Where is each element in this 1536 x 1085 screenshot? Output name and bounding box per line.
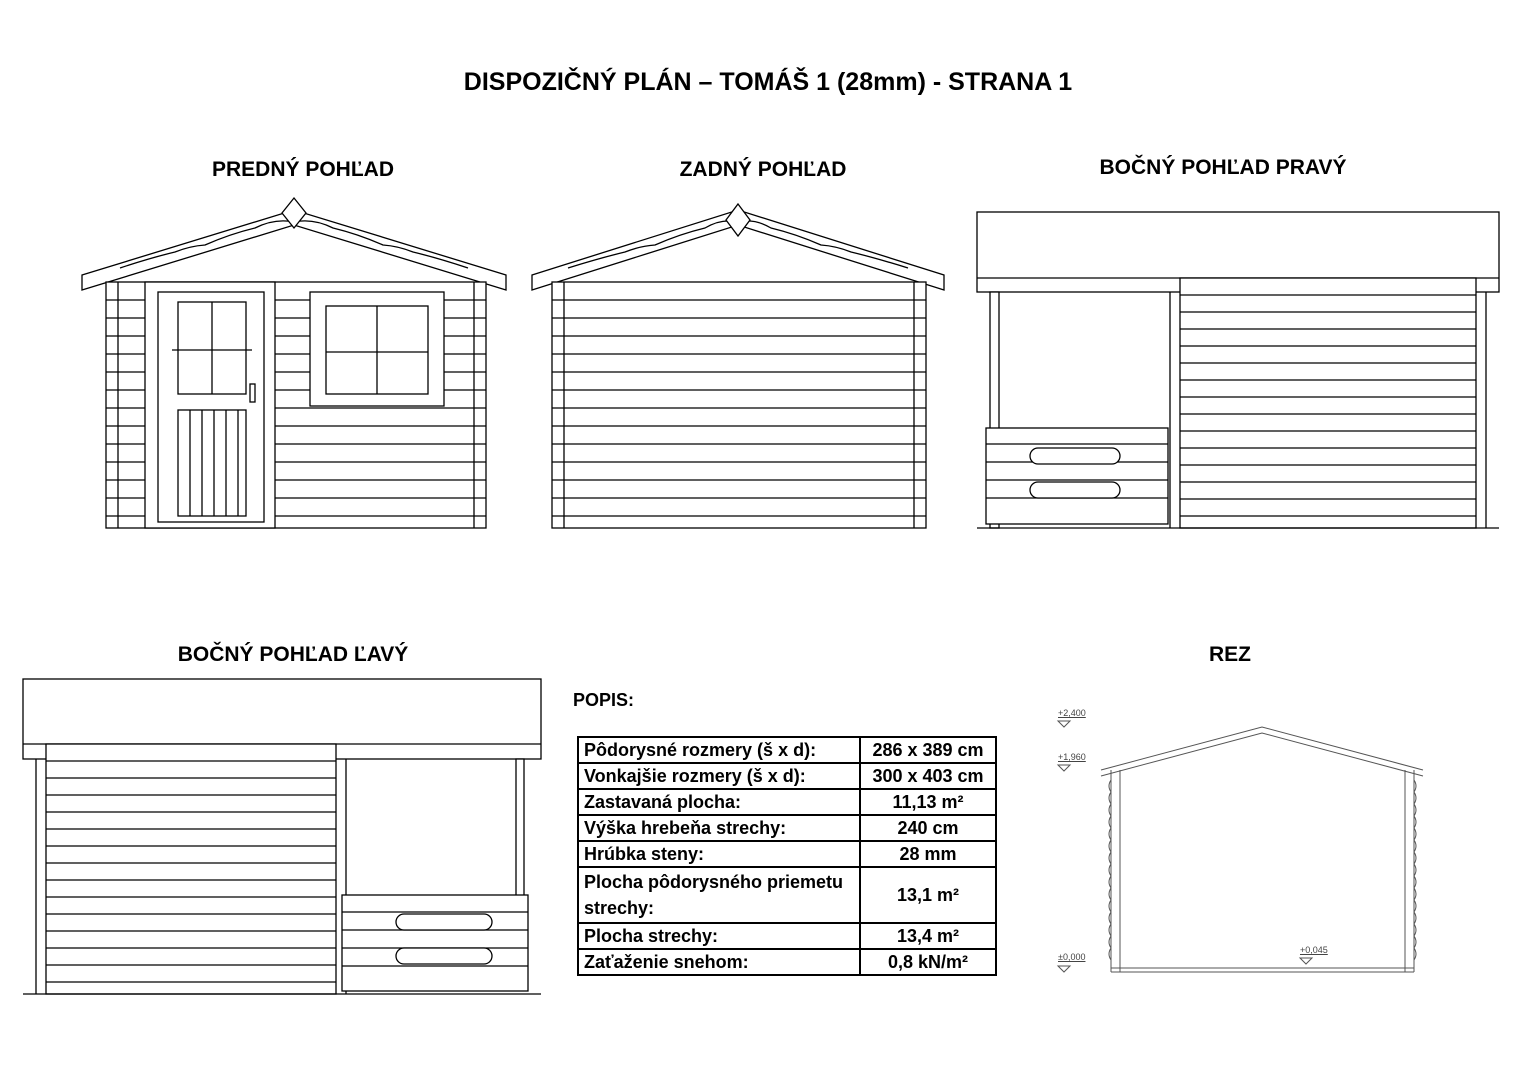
back-elevation-drawing — [532, 204, 944, 528]
table-row — [578, 841, 996, 867]
side-right-elevation-drawing — [977, 212, 1499, 528]
spec-value: 240 cm — [860, 815, 996, 841]
spec-value: 13,1 m² — [860, 867, 996, 923]
level-ground: ±0,000 — [1058, 952, 1086, 962]
side-left-view-label: BOČNÝ POHĽAD ĽAVÝ — [177, 643, 409, 666]
spec-value: 11,13 m² — [860, 789, 996, 815]
popis-heading: POPIS: — [573, 690, 635, 710]
spec-label: Zastavaná plocha: — [578, 789, 860, 815]
level-ridge: +2,400 — [1058, 708, 1086, 718]
page-title: DISPOZIČNÝ PLÁN – TOMÁŠ 1 (28mm) - STRANA 1 — [463, 68, 1073, 96]
spec-label: Plocha pôdorysného priemetu strechy: — [578, 867, 860, 923]
table-row — [578, 763, 996, 789]
spec-value: 300 x 403 cm — [860, 763, 996, 789]
spec-value: 28 mm — [860, 841, 996, 867]
back-view-label: ZADNÝ POHĽAD — [679, 158, 847, 181]
side-left-elevation-drawing — [23, 679, 541, 994]
table-row — [578, 923, 996, 949]
table-row — [578, 789, 996, 815]
spec-label: Pôdorysné rozmery (š x d): — [578, 737, 860, 763]
table-row — [578, 949, 996, 975]
front-elevation-drawing — [82, 198, 506, 528]
table-row — [578, 737, 996, 763]
level-eaves: +1,960 — [1058, 752, 1086, 762]
spec-label: Hrúbka steny: — [578, 841, 860, 867]
front-view-label: PREDNÝ POHĽAD — [211, 158, 395, 181]
spec-label: Zaťaženie snehom: — [578, 949, 860, 975]
level-floor: +0,045 — [1300, 945, 1328, 955]
spec-value: 13,4 m² — [860, 923, 996, 949]
table-row — [578, 815, 996, 841]
section-drawing — [1058, 721, 1423, 972]
section-view-label: REZ — [1209, 643, 1251, 666]
spec-value: 0,8 kN/m² — [860, 949, 996, 975]
side-right-view-label: BOČNÝ POHĽAD PRAVÝ — [1099, 156, 1347, 179]
table-row — [578, 867, 996, 923]
spec-label: Vonkajšie rozmery (š x d): — [578, 763, 860, 789]
spec-label: Plocha strechy: — [578, 923, 860, 949]
spec-value: 286 x 389 cm — [860, 737, 996, 763]
spec-label: Výška hrebeňa strechy: — [578, 815, 860, 841]
specs-table — [577, 736, 997, 976]
